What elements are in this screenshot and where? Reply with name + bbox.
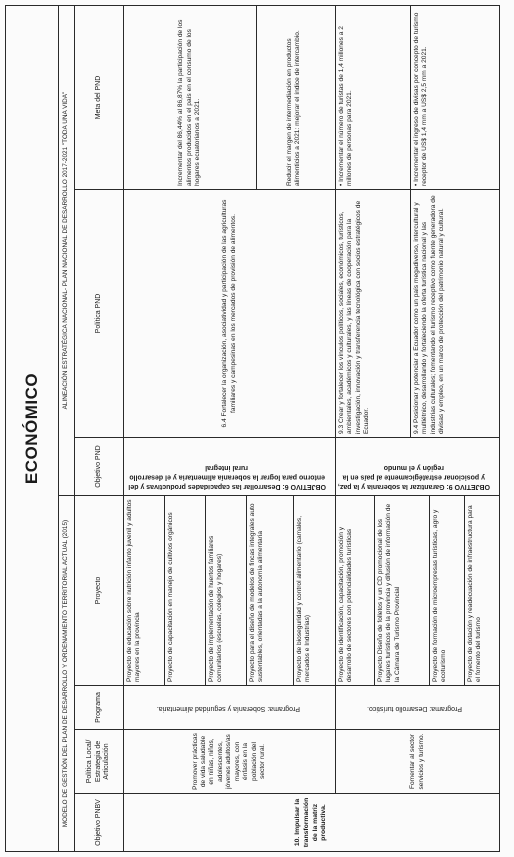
politica-local-1: Promover prácticas de vida saludable en niñas, niños, adolescentes, jóvenes adultos/as mayores, con énfasis en la población del sector rural.	[124, 730, 336, 794]
proyecto-item: Proyecto de educación sobre nutrición infanto juvenil y adultos mayores en la provincia	[124, 496, 165, 685]
col-politica-local: Política Local/ Estrategia de Articulación	[75, 730, 124, 794]
proyecto-item: Proyecto de implementación de huertos familiares comunitarios (escuelas, colegios y hogares)	[206, 496, 247, 685]
proyecto-item: Proyecto de dotación y readecuación de infraestructura para el fomento del turismo	[467, 505, 483, 682]
col-objetivo-pnbv: Objetivo PNBV	[75, 794, 124, 852]
objetivo-pnd-2: OBJETIVO 9: Garantizar la soberanía y la paz, y posicionar estratégicamente al país en la región y el mundo	[337, 464, 491, 491]
col-objetivo-pnd: Objetivo PND	[75, 438, 124, 496]
meta-item: Incrementar del 86,44% al 86,87% la participación de los alimentos producidos en el país en el consumo de los hogares ecuatorianos a 2021.	[124, 6, 257, 189]
programa-1-cell	[124, 686, 336, 730]
col-meta-pnd: Meta del PND	[75, 5, 124, 189]
politicas-pnd-2	[336, 190, 500, 438]
politica-pnd-1: 6.4 Fortalecer la organización, asociatividad y participación de las agriculturas familiares y campesinas en los mercados de provisión de alimentos.	[124, 190, 336, 438]
politica-local-2: Fomentar al sector servicios y turismo.	[336, 730, 500, 794]
col-programa: Programa	[75, 686, 124, 730]
alignment-table	[5, 5, 500, 852]
metas-1	[124, 5, 336, 189]
metas-2	[336, 5, 500, 189]
objetivo-pnbv-cell: 10. Impulsar la transformación de la matriz productiva.	[124, 794, 500, 852]
alignment-table-document	[5, 6, 508, 852]
programa-2: Programa: Desarrollo turístico.	[367, 704, 463, 712]
proyectos-2	[336, 496, 500, 686]
proyecto-item: Proyecto de bioseguridad y control alimentario (camales, mercados e Industrias)	[296, 515, 312, 682]
proyecto-item: Proyecto Diseño de folletos y un CD promocional de los lugares turísticos de la provincia y difusión de información de la Cámara de Turismo Provincial	[375, 496, 430, 685]
programa-2-cell	[336, 686, 500, 730]
proyecto-item: Proyecto de formación de microempresas turísticas, agro y ecoturismo	[430, 496, 465, 685]
objetivo-pnd-2-cell	[336, 438, 500, 496]
meta-item: • Incrementar el ingreso de divisas por concepto de turismo receptor de US$ 1,4 mm a US$ 2,5 mm a 2021.	[413, 12, 429, 186]
section-title: ECONÓMICO	[6, 5, 59, 851]
objetivo-pnd-1: OBJETIVO 6: Desarrollar las capacidades productivas y del entorno para lograr la soberanía alimentaria y el desarrollo rural integral	[128, 464, 326, 491]
politica-pnd-item: 9.3 Crear y fortalecer los vínculos políticos, sociales, económicos, turísticos, ambientales, académicos y culturales, y las líneas de cooperación para la investigación, innovación y transferencia tecnológica con socios estratégicos de Ecuador.	[336, 190, 411, 437]
col-politica-pnd: Política PND	[75, 190, 124, 438]
col-proyecto: Proyecto	[75, 496, 124, 686]
current-model-header: MODELO DE GESTIÓN DEL PLAN DE DESARROLLO Y ORDENAMIENTO TERRITORIAL ACTUAL (2015)	[59, 496, 75, 852]
objetivo-pnd-1-cell	[124, 438, 336, 496]
meta-item: Reducir el margen de intermediación en productos alimenticios a 2021: mejorar el índice de intercambio.	[285, 30, 301, 186]
meta-item: • Incrementar el número de turistas de 1,4 millones a 2 millones de personas para 2021.	[336, 6, 411, 189]
proyecto-item: Proyecto de capacitación en manejo de cultivos orgánicos	[165, 496, 206, 685]
national-alignment-header: ALINEACIÓN ESTRATÉGICA NACIONAL- PLAN NACIONAL DE DESARROLLO 2017-2021 "TODA UNA VIDA"	[59, 5, 75, 495]
proyecto-item: Proyecto de identificación, capacitación, promoción y desarrollo de sectores con potencialidades turísticas	[336, 496, 375, 685]
politica-pnd-item: 9.4 Posicionar y potenciar a Ecuador como un país megadiverso, intercultural y multiétnico, desarrollando y fortaleciendo la oferta turística nacional y las industrias culturales; fomentando el turismo receptivo como fuente generadora de divisas y empleo, en un marco de protección del patrimonio natural y cultural.	[413, 195, 446, 434]
proyectos-1	[124, 496, 336, 686]
programa-1: Programa: Soberanía y seguridad alimentaria.	[156, 704, 300, 712]
proyecto-item: Proyecto para el diseño de modelos de fincas integrales auto sustentables, orientadas a la autonomía alimentaria	[247, 496, 294, 685]
